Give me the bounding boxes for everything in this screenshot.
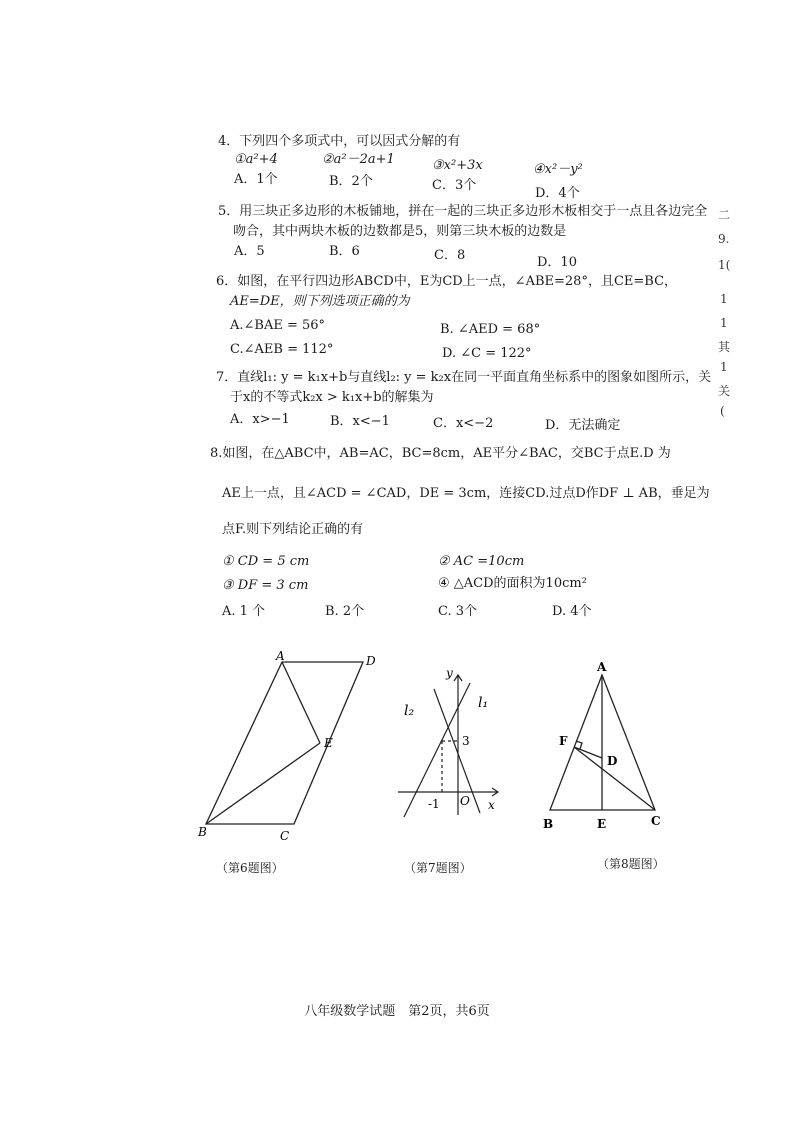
q5-choice-c: C．8 [434, 248, 466, 263]
q8-statement-3: ③ DF = 3 cm [222, 578, 309, 593]
label-3: 3 [462, 734, 470, 748]
q7-line-2: 于x的不等式k₂x > k₁x+b的解集为 [230, 390, 434, 405]
q8-statement-1: ① CD = 5 cm [222, 554, 310, 569]
segment-df [574, 747, 602, 758]
page-footer: 八年级数学试题 第2页，共6页 [304, 1004, 490, 1019]
q6-choice-b: B. ∠AED = 68° [440, 322, 541, 337]
q8-choice-a: A. 1 个 [222, 604, 266, 619]
label-origin: O [460, 794, 470, 808]
margin-mark: 其 [718, 340, 731, 354]
q8-line-1: 8.如图，在△ABC中，AB=AC，BC=8cm，AE平分∠BAC，交BC于点E.D 为 [210, 446, 671, 461]
label-neg1: -1 [428, 797, 440, 811]
q6-choice-d: D. ∠C = 122° [442, 346, 532, 361]
label-d: D [607, 754, 618, 768]
segment-ae [282, 662, 320, 743]
line-l2 [434, 689, 480, 813]
margin-mark: 9. [718, 232, 730, 246]
figure-8-triangle [535, 655, 675, 835]
figure-7-graph [390, 665, 520, 825]
q7-choice-c: C．x<−2 [433, 416, 494, 431]
q6-line-2: AE=DE，则下列选项正确的为 [230, 294, 410, 309]
q4-stem: 4．下列四个多项式中，可以因式分解的有 [218, 134, 461, 149]
segment-be [206, 743, 320, 824]
label-c: C [280, 829, 290, 843]
q4-choice-d: D．4个 [535, 186, 580, 201]
label-c: C [651, 814, 661, 828]
q8-line-3: 点F.则下列结论正确的有 [222, 522, 364, 537]
label-b: B [543, 817, 554, 831]
margin-mark: ( [720, 404, 725, 418]
margin-mark: 1 [720, 316, 728, 330]
q4-option-2: ②a²－2a+1 [322, 152, 395, 167]
q8-statement-2: ② AC =10cm [438, 554, 525, 569]
q7-choice-a: A．x>−1 [230, 412, 290, 427]
q5-line-1: 5．用三块正多边形的木板铺地，拼在一起的三块正多边形木板相交于一点且各边完全 [218, 204, 708, 219]
margin-mark: 关 [718, 384, 731, 398]
margin-mark: 1 [720, 360, 728, 374]
label-x: x [488, 798, 495, 812]
q6-choice-a: A.∠BAE = 56° [230, 318, 326, 333]
q8-line-2: AE上一点，且∠ACD = ∠CAD，DE = 3cm，连接CD.过点D作DF ⊥ AB，垂足为 [222, 486, 710, 501]
label-b: B [198, 825, 207, 839]
q4-choice-b: B．2个 [329, 174, 373, 189]
q7-choice-d: D．无法确定 [545, 418, 621, 433]
figure-6-parallelogram [190, 645, 380, 845]
q4-choice-a: A．1个 [234, 172, 278, 187]
margin-mark: 二 [718, 208, 731, 222]
q5-line-2: 吻合，其中两块木板的边数都是5，则第三块木板的边数是 [233, 224, 567, 239]
q8-choice-d: D. 4个 [552, 604, 592, 619]
parallelogram-abcd [206, 662, 363, 824]
q4-option-4: ④x²－y² [533, 162, 583, 177]
q4-choice-c: C．3个 [432, 178, 477, 193]
q5-choice-d: D．10 [537, 255, 577, 270]
q8-statement-4: ④ △ACD的面积为10cm² [438, 576, 587, 591]
q7-choice-b: B．x<−1 [330, 414, 390, 429]
q8-choice-b: B. 2个 [325, 604, 365, 619]
q6-choice-c: C.∠AEB = 112° [230, 342, 334, 357]
label-e: E [324, 736, 333, 750]
q8-choice-c: C. 3个 [438, 604, 478, 619]
q5-choice-a: A．5 [234, 244, 265, 259]
figure-6-caption: （第6题图） [216, 861, 284, 875]
label-f: F [559, 734, 568, 748]
q5-choice-b: B．6 [329, 244, 360, 259]
label-l1: l₁ [478, 695, 489, 711]
label-l2: l₂ [404, 703, 415, 719]
q7-line-1: 7．直线l₁: y = k₁x+b与直线l₂: y = k₂x在同一平面直角坐标系中的图象如图所示，关 [216, 370, 712, 385]
label-y: y [446, 666, 453, 680]
margin-mark: 1 [720, 292, 728, 306]
label-a: A [597, 660, 607, 674]
label-e: E [597, 817, 607, 831]
figure-8-caption: （第8题图） [597, 857, 665, 871]
margin-mark: 1( [718, 258, 731, 272]
q6-line-1: 6．如图，在平行四边形ABCD中，E为CD上一点，∠ABE=28°，且CE=BC， [216, 274, 678, 289]
label-a: A [276, 649, 285, 663]
q4-option-1: ①a²+4 [234, 152, 278, 167]
q4-option-3: ③x²+3x [432, 158, 483, 173]
label-d: D [366, 654, 376, 668]
figure-7-caption: （第7题图） [404, 861, 472, 875]
